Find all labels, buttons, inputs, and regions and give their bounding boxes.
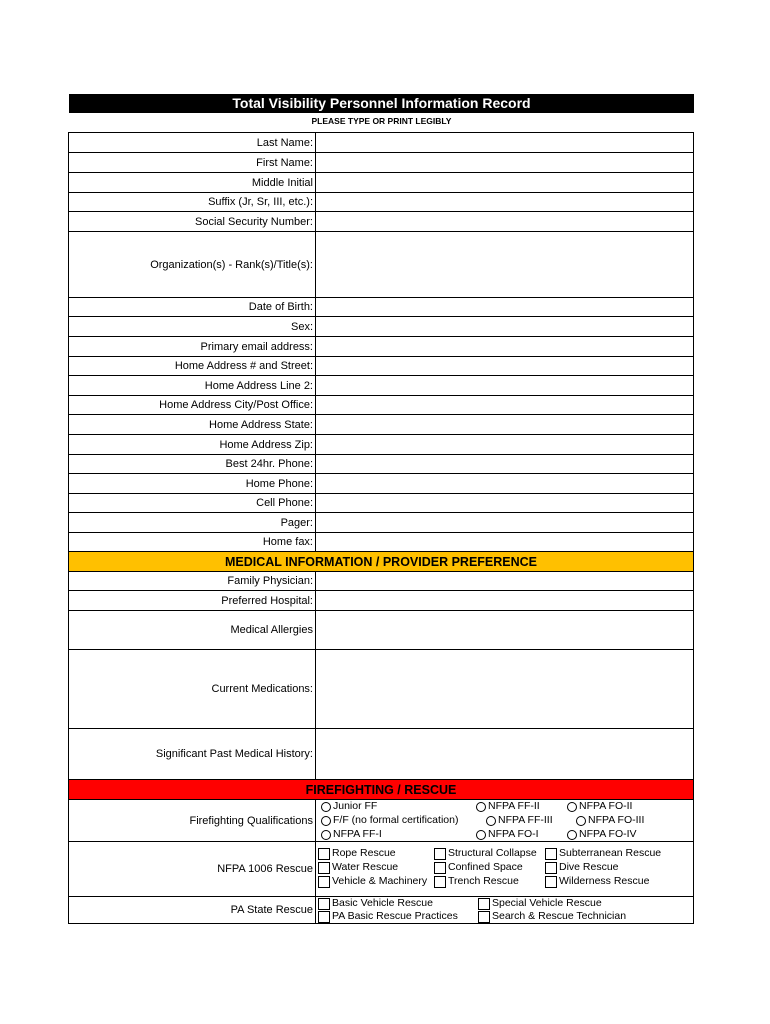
option-dive-rescue[interactable]: [545, 861, 619, 874]
pa-rescue-options: [316, 897, 693, 923]
field-label: Sex:: [69, 317, 316, 336]
checkbox-icon[interactable]: [318, 876, 330, 888]
field-label: Last Name:: [69, 133, 316, 152]
option-label: Dive Rescue: [559, 861, 619, 873]
personnel-form: [68, 132, 694, 924]
first-name-field[interactable]: [316, 153, 693, 172]
form-row-state: [69, 415, 693, 435]
option-nfpa-fo-3[interactable]: [576, 814, 644, 827]
option-subterranean-rescue[interactable]: [545, 847, 661, 860]
field-label: Current Medications:: [69, 650, 316, 728]
form-row-city: [69, 396, 693, 415]
checkbox-icon[interactable]: [318, 862, 330, 874]
history-field[interactable]: [316, 729, 693, 779]
checkbox-icon[interactable]: [318, 911, 330, 923]
field-label: Cell Phone:: [69, 494, 316, 512]
field-label: Home fax:: [69, 533, 316, 551]
option-label: NFPA FF-III: [498, 814, 553, 826]
field-label: Best 24hr. Phone:: [69, 455, 316, 473]
form-row-ssn: [69, 212, 693, 232]
option-label: Trench Rescue: [448, 875, 519, 887]
organization-field[interactable]: [316, 232, 693, 297]
form-row-email: [69, 337, 693, 357]
option-label: Confined Space: [448, 861, 523, 873]
last-name-field[interactable]: [316, 133, 693, 152]
field-label: Home Address City/Post Office:: [69, 396, 316, 414]
option-label: Rope Rescue: [332, 847, 396, 859]
option-nfpa-ff-1[interactable]: [321, 828, 382, 841]
field-label: Social Security Number:: [69, 212, 316, 231]
form-row-home-fax: [69, 533, 693, 552]
medical-section-header: MEDICAL INFORMATION / PROVIDER PREFERENCE: [69, 552, 693, 572]
option-label: NFPA FO-III: [588, 814, 645, 826]
option-label: NFPA FF-I: [333, 828, 382, 840]
form-row-middle-initial: [69, 173, 693, 193]
radio-icon[interactable]: [567, 802, 577, 812]
option-label: NFPA FO-IV: [579, 828, 637, 840]
checkbox-icon[interactable]: [434, 848, 446, 860]
option-nfpa-ff-2[interactable]: [476, 800, 540, 813]
state-field[interactable]: [316, 415, 693, 434]
form-row-address: [69, 357, 693, 376]
radio-icon[interactable]: [321, 816, 331, 826]
checkbox-icon[interactable]: [318, 848, 330, 860]
option-pa-basic-rescue[interactable]: [318, 910, 458, 923]
form-row-organization: [69, 232, 693, 298]
ff-qualifications-options: [316, 800, 693, 841]
form-row-cell-phone: [69, 494, 693, 513]
form-row-ff-qualifications: [69, 800, 693, 842]
option-label: Subterranean Rescue: [559, 847, 662, 859]
radio-icon[interactable]: [567, 830, 577, 840]
option-label: PA Basic Rescue Practices: [332, 910, 458, 922]
field-label: Date of Birth:: [69, 298, 316, 316]
option-label: NFPA FF-II: [488, 800, 540, 812]
field-label: Family Physician:: [69, 572, 316, 590]
form-row-medications: [69, 650, 693, 729]
nfpa-1006-options: [316, 842, 693, 896]
field-label: Home Address Zip:: [69, 435, 316, 454]
option-label: Wilderness Rescue: [559, 875, 650, 887]
option-nfpa-fo-1[interactable]: [476, 828, 539, 841]
checkbox-icon[interactable]: [545, 862, 557, 874]
field-label: Medical Allergies: [69, 611, 316, 649]
field-label: Home Address Line 2:: [69, 376, 316, 395]
radio-icon[interactable]: [576, 816, 586, 826]
form-row-physician: [69, 572, 693, 591]
checkbox-icon[interactable]: [318, 898, 330, 910]
home-phone-field[interactable]: [316, 474, 693, 493]
form-row-pa-state-rescue: [69, 897, 693, 923]
cell-phone-field[interactable]: [316, 494, 693, 512]
form-row-home-phone: [69, 474, 693, 494]
field-label: Home Phone:: [69, 474, 316, 493]
pager-field[interactable]: [316, 513, 693, 532]
radio-icon[interactable]: [476, 802, 486, 812]
field-label: Organization(s) - Rank(s)/Title(s):: [69, 232, 316, 297]
middle-initial-field[interactable]: [316, 173, 693, 192]
field-label: First Name:: [69, 153, 316, 172]
checkbox-icon[interactable]: [434, 862, 446, 874]
option-label: F/F (no formal certification): [333, 814, 459, 826]
zip-field[interactable]: [316, 435, 693, 454]
firefighting-section-header: FIREFIGHTING / RESCUE: [69, 780, 693, 800]
option-label: Special Vehicle Rescue: [492, 897, 602, 909]
form-row-nfpa-1006: [69, 842, 693, 897]
suffix-field[interactable]: [316, 193, 693, 211]
option-ff-no-cert[interactable]: [321, 814, 458, 827]
radio-icon[interactable]: [321, 830, 331, 840]
option-label: Structural Collapse: [448, 847, 537, 859]
field-label: Primary email address:: [69, 337, 316, 356]
allergies-field[interactable]: [316, 611, 693, 649]
physician-field[interactable]: [316, 572, 693, 590]
sex-field[interactable]: [316, 317, 693, 336]
field-label: Middle Initial: [69, 173, 316, 192]
checkbox-icon[interactable]: [434, 876, 446, 888]
city-field[interactable]: [316, 396, 693, 414]
form-subtitle: PLEASE TYPE OR PRINT LEGIBLY: [311, 116, 452, 126]
address2-field[interactable]: [316, 376, 693, 395]
option-structural-collapse[interactable]: [434, 847, 537, 860]
option-label: Vehicle & Machinery: [332, 875, 428, 887]
option-special-vehicle-rescue[interactable]: [478, 897, 602, 910]
form-row-address2: [69, 376, 693, 396]
option-label: Water Rescue: [332, 861, 399, 873]
dob-field[interactable]: [316, 298, 693, 316]
option-nfpa-fo-4[interactable]: [567, 828, 637, 841]
option-label: Search & Rescue Technician: [492, 910, 627, 922]
email-field[interactable]: [316, 337, 693, 356]
hospital-field[interactable]: [316, 591, 693, 610]
option-nfpa-ff-3[interactable]: [486, 814, 553, 827]
option-rope-rescue[interactable]: [318, 847, 396, 860]
address-field[interactable]: [316, 357, 693, 375]
form-row-allergies: [69, 611, 693, 650]
checkbox-icon[interactable]: [478, 898, 490, 910]
option-trench-rescue[interactable]: [434, 875, 519, 888]
option-nfpa-fo-2[interactable]: [567, 800, 632, 813]
form-title: Total Visibility Personnel Information Record: [69, 94, 694, 113]
checkbox-icon[interactable]: [545, 876, 557, 888]
form-row-last-name: [69, 133, 693, 153]
best-phone-field[interactable]: [316, 455, 693, 473]
form-row-best-phone: [69, 455, 693, 474]
field-label: PA State Rescue: [69, 897, 316, 923]
form-row-zip: [69, 435, 693, 455]
field-label: Firefighting Qualifications: [69, 800, 316, 841]
option-wilderness-rescue[interactable]: [545, 875, 649, 888]
radio-icon[interactable]: [486, 816, 496, 826]
option-junior-ff[interactable]: [321, 800, 377, 813]
option-label: NFPA FO-I: [488, 828, 539, 840]
option-vehicle-machinery[interactable]: [318, 875, 427, 888]
field-label: Suffix (Jr, Sr, III, etc.):: [69, 193, 316, 211]
radio-icon[interactable]: [476, 830, 486, 840]
option-search-rescue-tech[interactable]: [478, 910, 626, 923]
option-water-rescue[interactable]: [318, 861, 398, 874]
home-fax-field[interactable]: [316, 533, 693, 551]
form-row-sex: [69, 317, 693, 337]
form-row-first-name: [69, 153, 693, 173]
field-label: Home Address State:: [69, 415, 316, 434]
form-row-hospital: [69, 591, 693, 611]
form-row-suffix: [69, 193, 693, 212]
option-label: Basic Vehicle Rescue: [332, 897, 433, 909]
field-label: NFPA 1006 Rescue: [69, 842, 316, 896]
option-confined-space[interactable]: [434, 861, 523, 874]
option-label: Junior FF: [333, 800, 378, 812]
checkbox-icon[interactable]: [545, 848, 557, 860]
option-label: NFPA FO-II: [579, 800, 633, 812]
option-basic-vehicle-rescue[interactable]: [318, 897, 433, 910]
medications-field[interactable]: [316, 650, 693, 728]
field-label: Home Address # and Street:: [69, 357, 316, 375]
field-label: Significant Past Medical History:: [69, 729, 316, 779]
ssn-field[interactable]: [316, 212, 693, 231]
form-row-pager: [69, 513, 693, 533]
form-row-history: [69, 729, 693, 780]
radio-icon[interactable]: [321, 802, 331, 812]
form-row-dob: [69, 298, 693, 317]
field-label: Pager:: [69, 513, 316, 532]
checkbox-icon[interactable]: [478, 911, 490, 923]
field-label: Preferred Hospital:: [69, 591, 316, 610]
